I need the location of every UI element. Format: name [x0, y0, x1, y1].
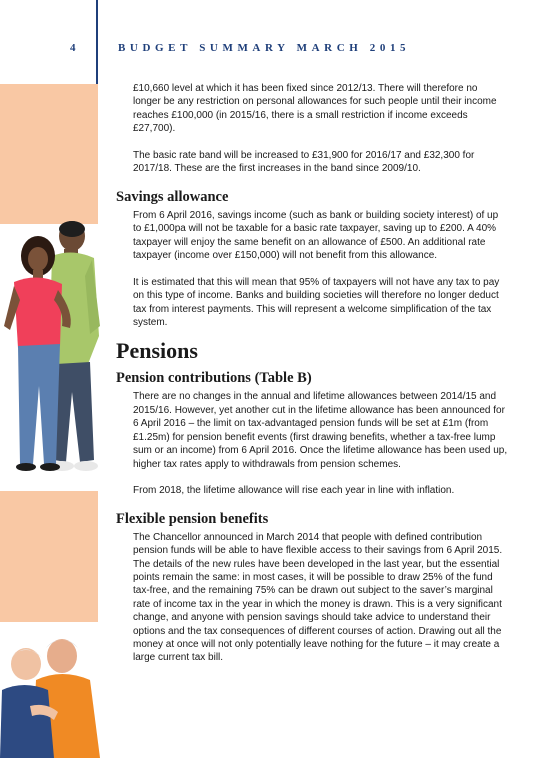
savings-heading: Savings allowance [116, 188, 229, 205]
savings-paragraph-1: From 6 April 2016, savings income (such as bank or building society interest) of up to £1,000pa will not be taxable for a basic rate taxpayer, saving up to £200. A 40% taxpayer will enjoy the same benefit on an allowance of £500. An additional rate taxpayer (income over £150,000) will not benefit from this allowance. [133, 209, 499, 262]
pension-contributions-heading: Pension contributions (Table B) [116, 370, 312, 387]
seniors-photo [0, 632, 102, 758]
flexible-pension-paragraph: The Chancellor announced in March 2014 that people with defined contribution pension funds will be able to have flexible access to their savings from 6 April 2015. The details of the new rules have been developed in the last year, but the essential points remain the same: in most cases, it will be possible to draw 25% of the fund tax-free, and the remaining 75% can be drawn out subject to the saver’s marginal rate of income tax in the year in which the money is drawn. This is a very significant change, and anyone with pension savings should take advice to understand their options and the tax consequences of different courses of action. Drawing out all the money at once will not only potentially leave nothing for the future – it may create a large current tax bill. [133, 531, 503, 664]
peach-band-top [0, 84, 98, 224]
header-rule [96, 0, 98, 92]
running-head: BUDGET SUMMARY MARCH 2015 [118, 42, 411, 54]
pension-contributions-paragraph-1: There are no changes in the annual and lifetime allowances between 2014/15 and 2015/16. However, yet another cut in the lifetime allowance has been announced for 6 April 2016 – the limit on tax-advantaged pension funds will be set at £1m (from £1.25m) for pension benefit events (first drawing benefits, whether a tax-free lump sum or an income) from 6 April 2016. Once the lifetime allowance has been used up, higher tax rates apply to withdrawals from pension schemes. [133, 391, 508, 470]
page-number: 4 [70, 42, 76, 54]
pensions-heading: Pensions [116, 338, 198, 364]
pension-contributions-paragraph-2: From 2018, the lifetime allowance will rise each year in line with inflation. [133, 485, 455, 497]
flexible-pension-heading: Flexible pension benefits [116, 510, 269, 527]
basic-rate-paragraph: The basic rate band will be increased to £31,900 for 2016/17 and £32,300 for 2017/18. These are the first increases in the band since 2009/10. [133, 150, 475, 175]
peach-band-bottom [0, 491, 98, 622]
body-content [116, 82, 508, 665]
savings-paragraph-2: It is estimated that this will mean that 95% of taxpayers will not have any tax to pay on this type of income. Banks and building societies will therefore no longer deduct tax from interest payments. This will represent a welcome simplification of the tax system. [133, 276, 500, 329]
couple-photo [0, 216, 102, 478]
intro-paragraph: £10,660 level at which it has been fixed since 2012/13. There will therefore no longer be any restriction on personal allowances for such people until their income reaches £100,000 (in 2015/16, there is a small restriction if income exceeds £27,700). [133, 83, 497, 135]
